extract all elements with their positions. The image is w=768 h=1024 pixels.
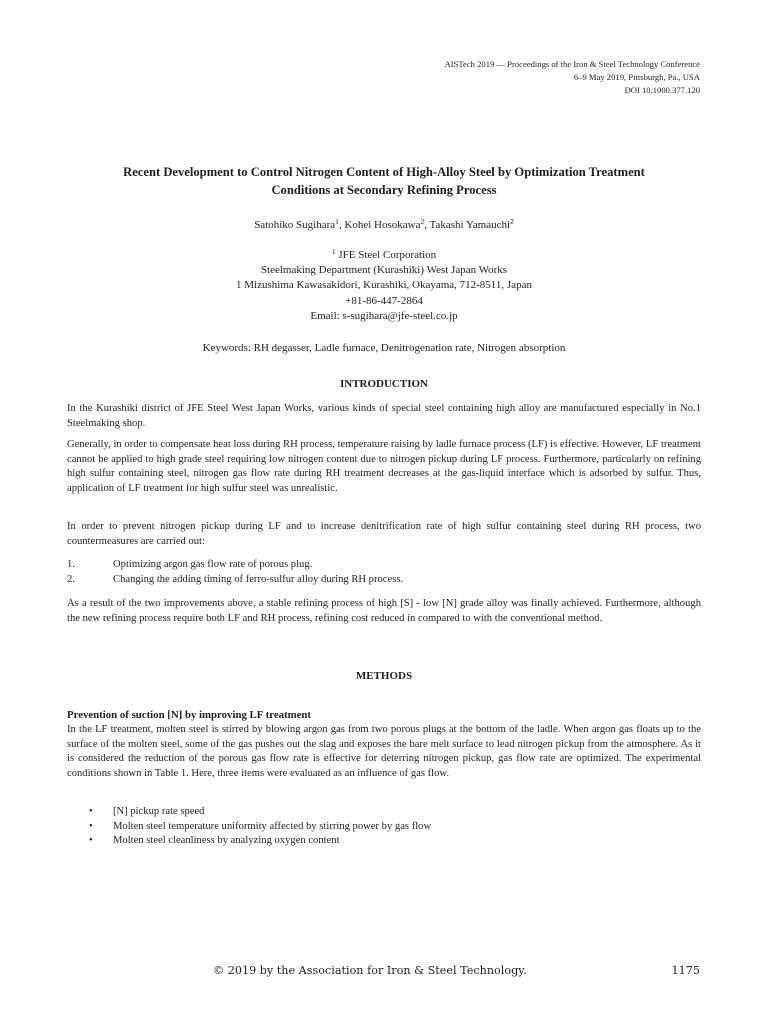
author-name: Takashi Yamauchi	[429, 219, 511, 231]
methods-heading: METHODS	[355, 670, 413, 682]
list-item	[67, 834, 687, 849]
list-item-text: Changing the adding timing of ferro-sulfur alloy during RH process.	[113, 573, 404, 585]
author-separator: ,	[424, 219, 430, 231]
bullet-icon: •	[89, 806, 93, 817]
author-affiliation-marker: 2	[510, 217, 514, 226]
affiliation-address: 1 Mizushima Kawasakidori, Kurashiki, Okayama, 712-8511, Japan	[236, 279, 532, 292]
paper-title	[60, 163, 708, 199]
list-number: 2.	[67, 573, 75, 585]
list-item-text: Molten steel temperature uniformity affected by stirring power by gas flow	[113, 820, 432, 832]
affiliation-department: Steelmaking Department (Kurashiki) West Japan Works	[260, 264, 508, 277]
copyright-notice: © 2019 by the Association for Iron & Steel Technology.	[213, 964, 527, 977]
methods-subheading: Prevention of suction [N] by improving LF treatment	[67, 709, 312, 721]
keywords: Keywords: RH degasser, Ladle furnace, Denitrogenation rate, Nitrogen absorption	[202, 342, 566, 354]
list-number: 1.	[67, 559, 75, 570]
list-item	[67, 573, 687, 588]
list-item-text: [N] pickup rate speed	[113, 806, 205, 817]
affiliation-phone: +81-86-447-2864	[345, 294, 423, 307]
list-item	[67, 558, 687, 573]
author-affiliation-marker: 2	[420, 217, 425, 226]
list-item	[67, 805, 687, 820]
intro-paragraph-3: In order to prevent nitrogen pickup during LF and to increase denitrification rate of high sulfur containing steel during RH process, two countermeasures are carried out:	[67, 521, 701, 547]
list-item-text: Molten steel cleanliness by analyzing oxygen content	[113, 835, 340, 847]
header-conference-name: AISTech 2019 — Proceedings of the Iron & Steel Technology Conference	[444, 59, 700, 69]
title-line-1: Recent Development to Control Nitrogen Content of High-Alloy Steel by Optimization Treatment	[123, 165, 645, 179]
header-doi: DOI 10.1000.377.120	[624, 85, 700, 95]
list-item-text: Optimizing argon gas flow rate of porous plug.	[113, 559, 313, 570]
countermeasure-list	[67, 558, 687, 587]
introduction-heading: INTRODUCTION	[339, 378, 428, 390]
affiliation-company: $^1$ JFE Steel Corporation	[331, 247, 437, 261]
affiliation-marker: 1	[331, 247, 336, 256]
author-separator: ,	[338, 219, 345, 231]
intro-paragraph-4: As a result of the two improvements above, a stable refining process of high [S] - low [N] grade alloy was finally achieved. Furthermore, although the new refining process require both LF and RH process, refining cost reduced in compared to with the conventional method.	[67, 598, 701, 624]
email-address: s-sugihara@jfe-steel.co.jp	[342, 309, 458, 322]
intro-paragraph-2: Generally, in order to compensate heat loss during RH process, temperature raising by ladle furnace process (LF) is effective. However, LF treatment cannot be applied to high grade steel requiring low nitrogen content due to nitrogen pickup during LF process. Furthermore, particularly on refining high sulfur containing steel, nitrogen gas flow rate during RH treatment decreases at the gas-liquid interface which is adsorbed by sulfur. Thus, application of LF treatment for high sulfur steel was unrealistic.	[67, 439, 701, 494]
page-number: 1175	[671, 964, 700, 977]
title-line-2: Conditions at Secondary Refining Process	[271, 183, 497, 197]
methods-paragraph-1: In the LF treatment, molten steel is stirred by blowing argon gas from two porous plugs at the bottom of the ladle. When argon gas floats up to the surface of the molten steel, some of the gas pushes out the slag and exposes the bare melt surface to lead nitrogen pickup from the atmosphere. As it is considered the reduction of the porous gas flow rate is effective for deterring nitrogen pickup, gas flow rate are optimized. The experimental conditions shown in Table 1. Here, three items were evaluated as an influence of gas flow.	[67, 724, 701, 779]
author-affiliation-marker: 1	[335, 217, 339, 226]
header-date-location: 6–9 May 2019, Pittsburgh, Pa., USA	[573, 72, 700, 82]
evaluation-items-list	[67, 805, 687, 849]
author-list	[60, 219, 708, 231]
author-name: Satohiko Sugihara	[254, 219, 336, 231]
affiliation-block	[60, 248, 708, 324]
affiliation-email: Email: s-sugihara@jfe-steel.co.jp	[310, 309, 458, 322]
conference-header	[445, 58, 700, 97]
list-item	[67, 820, 687, 835]
bullet-icon: •	[89, 820, 93, 832]
intro-paragraph-1: In the Kurashiki district of JFE Steel West Japan Works, various kinds of special steel containing high alloy are manufactured especially in No.1 Steelmaking shop.	[67, 403, 701, 429]
bullet-icon: •	[89, 835, 93, 847]
author-name: Kohei Hosokawa	[344, 219, 421, 231]
